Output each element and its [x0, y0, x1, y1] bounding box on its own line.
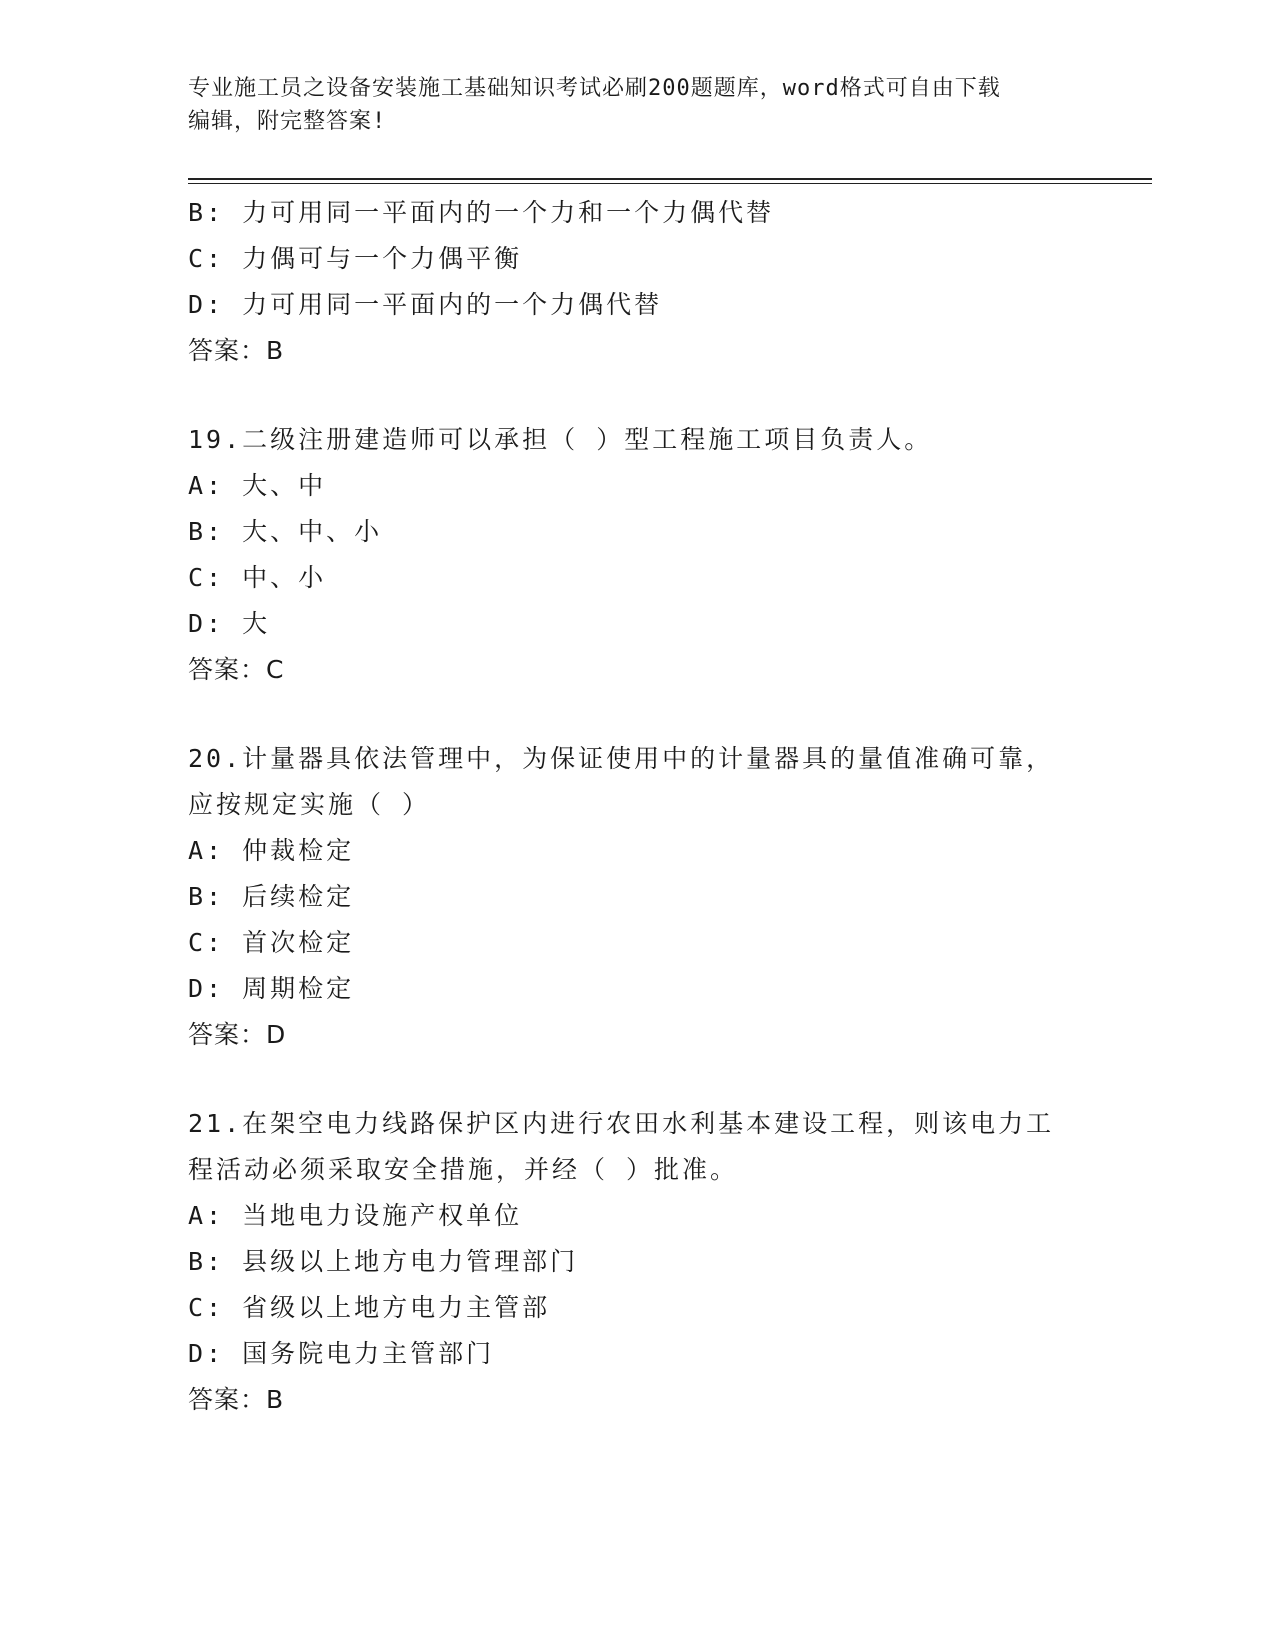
question-19 — [188, 417, 1088, 693]
header-rule-thin — [188, 183, 1152, 184]
header-rule-thick — [188, 178, 1152, 180]
spacer — [188, 374, 1088, 417]
answer-line: 答案：B — [188, 1385, 285, 1414]
option-c: C: 中、小 — [188, 563, 327, 592]
question-list — [188, 190, 1088, 1423]
answer-line: 答案：D — [188, 1020, 287, 1049]
question-21 — [188, 1101, 1088, 1423]
spacer — [188, 1058, 1088, 1101]
question-stem-line-1: 20.计量器具依法管理中，为保证使用中的计量器具的量值准确可靠， — [188, 744, 1055, 773]
question-stem-line-1: 21.在架空电力线路保护区内进行农田水利基本建设工程，则该电力工 — [188, 1109, 1055, 1138]
option-d: D: 大 — [188, 609, 271, 638]
question-stem: 19.二级注册建造师可以承担（ ）型工程施工项目负责人。 — [188, 425, 933, 454]
option-b: B: 县级以上地方电力管理部门 — [188, 1247, 579, 1276]
question-stem-line-2: 应按规定实施（ ） — [188, 790, 431, 819]
option-b: B: 后续检定 — [188, 882, 355, 911]
option-c: C: 首次检定 — [188, 928, 355, 957]
question-stem-line-2: 程活动必须采取安全措施，并经（ ）批准。 — [188, 1155, 739, 1184]
question-20 — [188, 736, 1088, 1058]
option-b: B: 力可用同一平面内的一个力和一个力偶代替 — [188, 198, 775, 227]
header-line-2: 编辑，附完整答案! — [188, 109, 387, 134]
option-d: D: 周期检定 — [188, 974, 355, 1003]
answer-line: 答案：C — [188, 655, 285, 684]
option-a: A: 仲裁检定 — [188, 836, 355, 865]
question-18-continuation — [188, 190, 1088, 374]
option-a: A: 大、中 — [188, 471, 327, 500]
option-d: D: 力可用同一平面内的一个力偶代替 — [188, 290, 663, 319]
header-line-1: 专业施工员之设备安装施工基础知识考试必刷200题题库，word格式可自由下载 — [188, 76, 1001, 101]
option-a: A: 当地电力设施产权单位 — [188, 1201, 523, 1230]
option-c: C: 省级以上地方电力主管部 — [188, 1293, 551, 1322]
option-c: C: 力偶可与一个力偶平衡 — [188, 244, 523, 273]
option-d: D: 国务院电力主管部门 — [188, 1339, 495, 1368]
document-header — [188, 72, 1088, 138]
answer-line: 答案：B — [188, 336, 285, 365]
spacer — [188, 693, 1088, 736]
option-b: B: 大、中、小 — [188, 517, 383, 546]
